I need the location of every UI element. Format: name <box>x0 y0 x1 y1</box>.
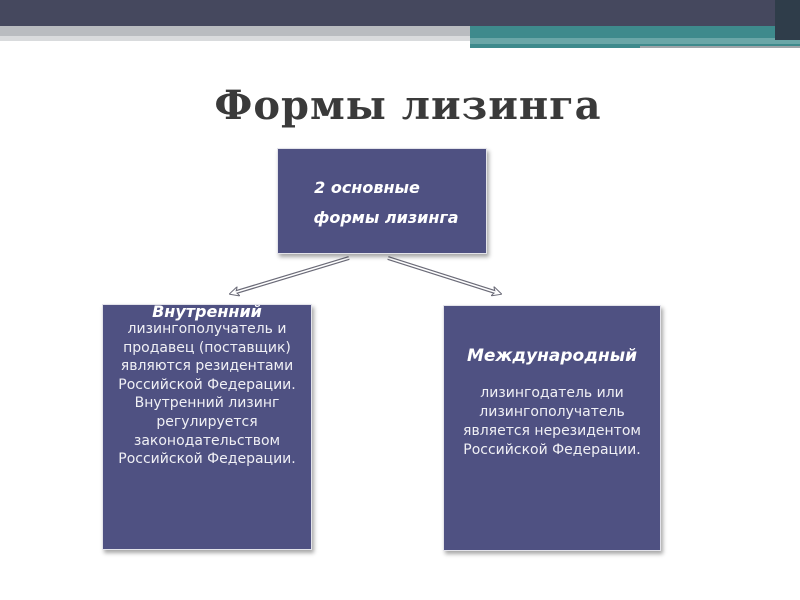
international-leasing-box <box>443 305 661 551</box>
main-forms-box <box>277 148 487 254</box>
main-forms-line1: 2 основные <box>314 178 420 197</box>
domestic-leasing-box <box>102 304 312 550</box>
arrow-to-right-box-inner <box>388 258 498 293</box>
domestic-leasing-heading: Внутренний <box>152 304 262 321</box>
international-leasing-heading: Международный <box>467 346 637 366</box>
main-forms-line2: формы лизинга <box>313 208 459 227</box>
international-leasing-text: лизингодатель или лизингополучатель является нерезидентом Российской Федерации. <box>463 385 641 458</box>
arrow-to-left-box-inner <box>233 258 349 293</box>
slide-title: Формы лизинга <box>214 82 602 129</box>
domestic-leasing-text: лизингополучатель и продавец (поставщик) являются резидентами Российской Федерации. Внутренний лизинг регулируется законодательством Российской Федерации. <box>118 321 296 468</box>
